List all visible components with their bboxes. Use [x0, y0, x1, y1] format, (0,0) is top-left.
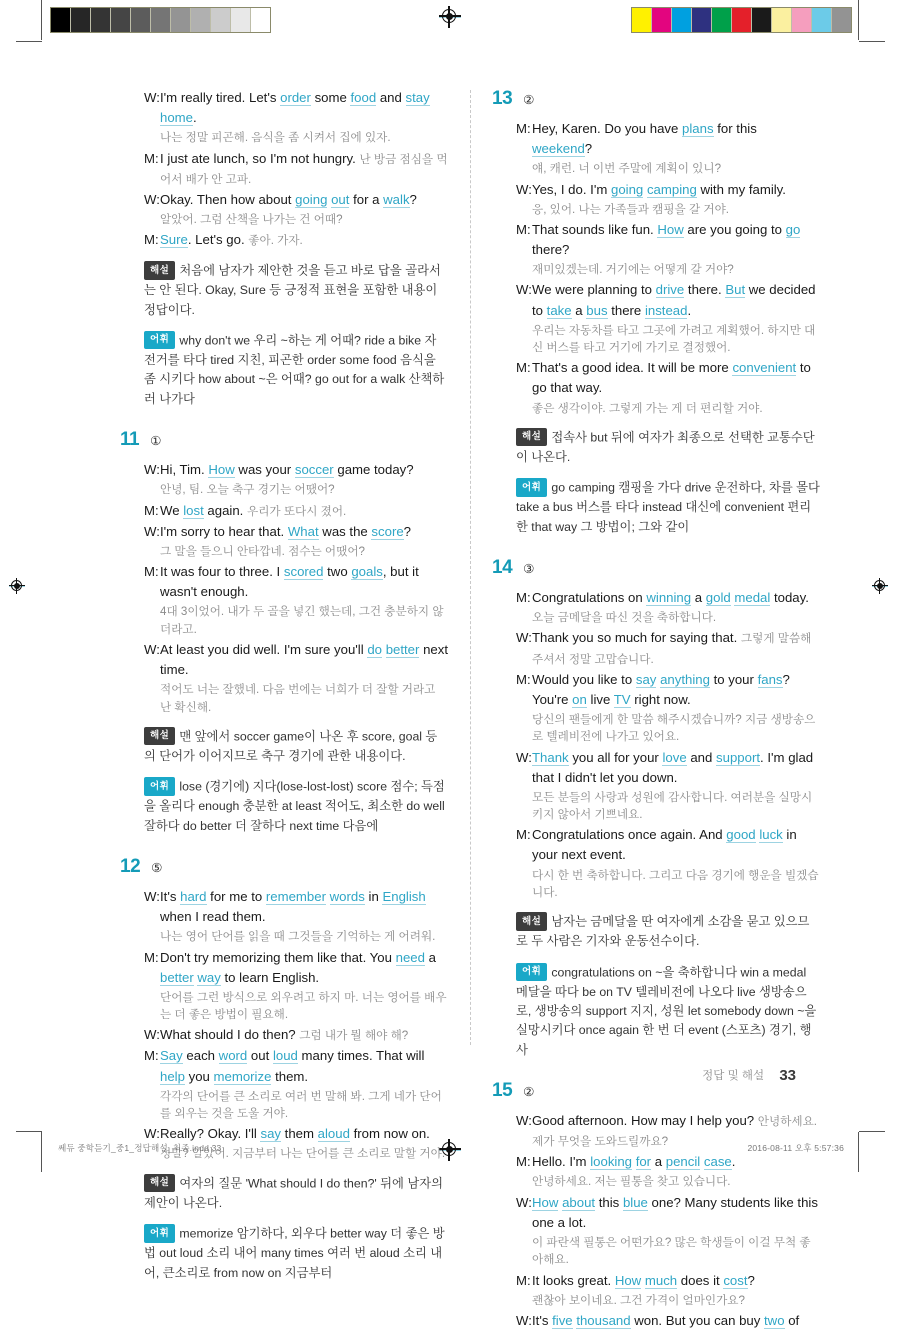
print-slug-right: 2016-08-11 오후 5:57:36	[747, 1143, 844, 1153]
speaker-label: W:	[516, 282, 532, 298]
speaker-label: W:	[144, 889, 160, 904]
keyword: say	[635, 671, 657, 687]
dialogue-text: Hello. I'm looking for a pencil case.	[532, 1154, 736, 1170]
dialogue-text: Really? Okay. I'll say them aloud from now on.	[160, 1126, 430, 1142]
speaker-label: W:	[516, 181, 532, 197]
keyword: walk	[383, 191, 410, 207]
dialogue-text: Would you like to say anything to your fans? You're on live TV right now.	[532, 671, 790, 707]
speaker-label: W:	[516, 1313, 532, 1329]
dialogue-text: That sounds like fun. How are you going to go there?	[532, 221, 801, 258]
keyword: food	[350, 90, 377, 105]
dialogue-line	[144, 149, 448, 189]
dialogue-text: Hi, Tim. How was your soccer game today?	[160, 462, 414, 478]
keyword: go	[785, 221, 801, 237]
dialogue-line	[516, 1152, 820, 1172]
keyword: What	[287, 523, 319, 539]
translation-inline: 그렇게 말씀해 주셔서 정말 고맙습니다.	[532, 632, 812, 666]
keyword: order	[280, 90, 311, 105]
dialogue-text: That's a good idea. It will be more convenient to go that way.	[532, 360, 811, 396]
keyword: five	[552, 1313, 573, 1329]
speaker-label: W:	[516, 1113, 532, 1129]
keyword: going	[611, 181, 644, 197]
keyword: say	[260, 1126, 282, 1142]
speaker-label: W:	[144, 1027, 160, 1043]
dialogue-line	[516, 119, 820, 159]
keyword: aloud	[317, 1126, 350, 1142]
speaker-label: M:	[144, 150, 159, 166]
keyword: need	[395, 949, 425, 965]
solution-text: 접속사 but 뒤에 여자가 최종으로 선택한 교통수단이 나온다.	[516, 430, 815, 464]
translation-inline: 안녕하세요. 제가 무엇을 도와드릴까요?	[532, 1115, 818, 1149]
solution-badge: 해설	[144, 261, 175, 280]
translation-line: 알았어. 그럼 산책을 나가는 건 어때?	[160, 212, 343, 226]
dialogue-text: Congratulations once again. And good luck in your next event.	[532, 827, 797, 863]
translation-line: 안녕하세요. 저는 필통을 찾고 있습니다.	[532, 1175, 731, 1189]
solution-badge: 해설	[516, 912, 547, 931]
translation-line: 각각의 단어를 큰 소리로 여러 번 말해 봐. 그게 네가 단어를 외우는 것을 도울 거야.	[160, 1089, 442, 1120]
dialogue-line	[516, 180, 820, 200]
dialogue-line	[144, 640, 448, 680]
vocabulary-note	[144, 331, 448, 409]
keyword: How	[614, 1272, 642, 1288]
translation-line: 4대 3이었어. 내가 두 골을 넣긴 했는데, 그건 충분하지 않더라고.	[160, 605, 444, 636]
vocabulary-text: memorize 암기하다, 외우다 better way 더 좋은 방법 out loud 소리 내어 many times 여러 번 aloud 소리 내어, 큰소리로 from now on 지금부터	[144, 1226, 445, 1280]
dialogue-line	[144, 460, 448, 480]
dialogue-text: I just ate lunch, so I'm not hungry. 난 방금 점심을 먹어서 배가 안 고파.	[160, 150, 448, 186]
translation-line: 우리는 자동차를 타고 그곳에 가려고 계획했어. 하지만 대신 버스를 타고 거기에 가기로 결정했어.	[532, 323, 816, 354]
speaker-label: M:	[144, 232, 159, 248]
solution-note	[144, 1174, 448, 1213]
question-answer: ⑤	[151, 861, 163, 875]
keyword: better	[385, 641, 420, 657]
keyword: score	[371, 523, 404, 539]
dialogue-script	[144, 88, 448, 250]
keyword: winning	[646, 590, 692, 606]
translation-line: 오늘 금메달을 따신 것을 축하합니다.	[532, 611, 717, 625]
page-footer-label: 정답 및 해설	[702, 1070, 765, 1082]
keyword: luck	[759, 827, 783, 843]
dialogue-line	[516, 358, 820, 398]
keyword: goals	[351, 564, 383, 580]
keyword: English	[382, 889, 426, 904]
keyword: medal	[734, 590, 771, 606]
translation-inline: 좋아. 가자.	[248, 234, 303, 248]
speaker-label: M:	[516, 121, 531, 136]
keyword: lost	[183, 502, 204, 518]
keyword: scored	[283, 564, 324, 580]
dialogue-text: Thank you all for your love and support. I'm glad that I didn't let you down.	[532, 749, 814, 785]
keyword: soccer	[294, 462, 334, 478]
keyword: much	[644, 1272, 678, 1288]
solution-note	[516, 912, 820, 951]
dialogue-line	[144, 190, 448, 210]
dialogue-line	[516, 628, 820, 668]
vocabulary-text: congratulations on ~을 축하합니다 win a medal 메달을 따다 be on TV 텔레비전에 나오다 live 생방송으로, 생방송의 support 지지, 성원 let somebody down ~을 실망시키다 once again 한 번 더 event (스포츠) 경기, 행사	[516, 965, 817, 1057]
speaker-label: W:	[144, 1126, 160, 1142]
keyword: instead	[644, 302, 688, 318]
dialogue-text: At least you did well. I'm sure you'll do better next time.	[160, 641, 449, 678]
keyword: good	[726, 827, 756, 843]
question-answer: ②	[523, 1085, 535, 1100]
keyword: take	[546, 302, 572, 318]
dialogue-script	[144, 887, 448, 1163]
translation-inline: 그럼 내가 뭘 해야 해?	[299, 1029, 409, 1043]
keyword: cost	[723, 1272, 748, 1288]
translation-line: 다시 한 번 축하합니다. 그리고 다음 경기에 행운을 빌겠습니다.	[532, 868, 819, 899]
keyword: TV	[613, 691, 631, 707]
keyword: case	[703, 1154, 732, 1170]
speaker-label: M:	[516, 827, 531, 843]
keyword: two	[764, 1313, 785, 1329]
vocabulary-badge: 어휘	[144, 331, 175, 350]
translation-line: 정말? 알았어. 지금부터 나는 단어를 큰 소리로 말할 거야.	[160, 1147, 446, 1161]
dialogue-text: Thank you so much for saying that. 그렇게 말씀해 주셔서 정말 고맙습니다.	[532, 630, 812, 666]
keyword: fans	[757, 671, 783, 687]
speaker-label: M:	[516, 360, 531, 376]
translation-line: 재미있겠는데. 거기에는 어떻게 갈 거야?	[532, 263, 734, 277]
keyword: word	[218, 1048, 248, 1064]
vocabulary-badge: 어휘	[144, 1224, 175, 1243]
translation-line: 적어도 너는 잘했네. 다음 번에는 너희가 더 잘할 거라고 난 확신해.	[160, 683, 436, 714]
solution-note	[144, 727, 448, 766]
speaker-label: M:	[516, 671, 531, 687]
dialogue-line	[144, 1025, 448, 1045]
dialogue-text: What should I do then? 그럼 내가 뭘 해야 해?	[160, 1027, 409, 1043]
vocabulary-text: why don't we 우리 ~하는 게 어때? ride a bike 자전거를 타다 tired 지친, 피곤한 order some food 음식을 좀 시키다 how about ~은 어때? go out for a walk 산책하러 나가다	[144, 333, 445, 406]
speaker-label: M:	[516, 1272, 531, 1288]
keyword: remember	[265, 889, 326, 904]
speaker-label: M:	[516, 221, 531, 237]
dialogue-text: It's five thousand won. But you can buy two of	[532, 1313, 800, 1329]
keyword: support	[716, 749, 761, 765]
keyword: going	[295, 191, 328, 207]
keyword: anything	[660, 671, 710, 687]
translation-line: 모든 분들의 사랑과 성원에 감사합니다. 여러분을 실망시키지 않아서 기쁘네요.	[532, 790, 813, 822]
dialogue-text: I'm really tired. Let's order some food and stay home.	[160, 90, 430, 126]
dialogue-line	[516, 220, 820, 260]
keyword: stay home	[160, 90, 430, 126]
keyword: blue	[622, 1194, 648, 1210]
dialogue-line	[516, 1311, 820, 1331]
dialogue-text: How about this blue one? Many students like this one a lot.	[532, 1194, 818, 1230]
solution-badge: 해설	[516, 428, 547, 447]
speaker-label: W:	[144, 90, 160, 105]
keyword: love	[662, 749, 687, 765]
dialogue-text: Okay. Then how about going out for a walk?	[160, 191, 417, 207]
dialogue-line	[516, 280, 820, 320]
keyword: convenient	[732, 360, 797, 376]
keyword: out	[331, 191, 350, 207]
keyword: looking	[590, 1154, 633, 1170]
translation-line: 나는 정말 피곤해. 음식을 좀 시켜서 집에 있자.	[160, 131, 391, 145]
solution-text: 처음에 남자가 제안한 것을 듣고 바로 답을 골라서는 안 된다. Okay, Sure 등 긍정적 표현을 포함한 내용이 정답이다.	[144, 263, 441, 317]
dialogue-script	[144, 460, 448, 716]
solution-note	[516, 428, 820, 467]
keyword: for	[635, 1154, 652, 1170]
keyword: on	[572, 691, 587, 707]
speaker-label: M:	[144, 1048, 159, 1064]
keyword: plans	[682, 121, 714, 136]
vocabulary-note	[144, 1224, 448, 1283]
dialogue-line	[516, 588, 820, 608]
translation-line: 당신의 팬들에게 한 말씀 해주시겠습니까? 지금 생방송으로 텔레비전에 나가고 있어요.	[532, 712, 816, 744]
question-number: 12	[120, 856, 141, 877]
translation-line: 그 말을 들으니 안타깝네. 점수는 어땠어?	[160, 544, 365, 558]
keyword: do	[367, 641, 383, 657]
dialogue-line	[516, 825, 820, 865]
solution-text: 여자의 질문 'What should I do then?' 뒤에 남자의 제안이 나온다.	[144, 1176, 443, 1210]
speaker-label: W:	[516, 749, 532, 765]
dialogue-text: Good afternoon. How may I help you? 안녕하세요. 제가 무엇을 도와드릴까요?	[532, 1113, 818, 1149]
dialogue-text: Don't try memorizing them like that. You need a better way to learn English.	[160, 949, 436, 985]
vocabulary-badge: 어휘	[516, 478, 547, 497]
keyword: memorize	[213, 1068, 272, 1084]
translation-inline: 우리가 또다시 졌어.	[247, 504, 347, 518]
dialogue-text: We were planning to drive there. But we decided to take a bus there instead.	[532, 282, 816, 318]
vocabulary-badge: 어휘	[144, 777, 175, 796]
question-answer: ①	[150, 434, 162, 449]
dialogue-line	[144, 501, 448, 521]
keyword: How	[657, 221, 684, 237]
keyword: How	[208, 462, 235, 478]
vocabulary-text: lose (경기에) 지다(lose-lost-lost) score 점수; 득점을 올리다 enough 충분한 at least 적어도, 최소한 do well 잘하다 do better 더 잘하다 next time 다음에	[144, 779, 445, 833]
keyword: about	[562, 1194, 596, 1210]
page-footer	[702, 1067, 796, 1084]
speaker-label: W:	[144, 523, 160, 539]
dialogue-line	[516, 1193, 820, 1233]
dialogue-text: We lost again. 우리가 또다시 졌어.	[160, 502, 347, 518]
keyword: pencil	[665, 1154, 701, 1170]
two-column-layout	[120, 88, 820, 1332]
vocabulary-badge: 어휘	[516, 963, 547, 982]
dialogue-text: I'm sorry to hear that. What was the score?	[160, 523, 412, 539]
vocabulary-note	[516, 478, 820, 537]
dialogue-text: It's hard for me to remember words in English when I read them.	[160, 889, 426, 925]
dialogue-script	[516, 588, 820, 901]
speaker-label: W:	[144, 641, 160, 657]
speaker-label: M:	[516, 590, 531, 606]
solution-badge: 해설	[144, 727, 175, 746]
dialogue-text: It looks great. How much does it cost?	[532, 1272, 755, 1288]
translation-inline: 난 방금 점심을 먹어서 배가 안 고파.	[160, 152, 448, 186]
dialogue-line	[144, 887, 448, 927]
keyword: better	[160, 969, 194, 985]
solution-text: 맨 앞에서 soccer game이 나온 후 score, goal 등의 단어가 이어지므로 축구 경기에 관한 내용이다.	[144, 729, 438, 763]
solution-note	[144, 261, 448, 320]
question-number: 13	[492, 88, 513, 109]
question-header	[492, 557, 820, 579]
solution-text: 남자는 금메달을 딴 여자에게 소감을 묻고 있으므로 두 사람은 기자와 운동선수이다.	[516, 914, 810, 949]
translation-line: 이 파란색 필통은 어떤가요? 많은 학생들이 이걸 무척 좋아해요.	[532, 1235, 811, 1267]
speaker-label: M:	[144, 502, 159, 518]
translation-line: 괜찮아 보이네요. 그건 가격이 얼마인가요?	[532, 1293, 745, 1307]
question-number: 14	[492, 557, 513, 579]
dialogue-line	[516, 1271, 820, 1291]
speaker-label: W:	[144, 191, 160, 207]
keyword: camping	[646, 181, 697, 197]
keyword: drive	[655, 282, 685, 298]
speaker-label: M:	[144, 564, 159, 580]
keyword: way	[197, 969, 221, 985]
speaker-label: W:	[516, 1194, 532, 1210]
keyword: gold	[705, 590, 731, 606]
dialogue-script	[516, 119, 820, 417]
question-header	[120, 429, 448, 451]
speaker-label: M:	[144, 949, 159, 965]
keyword: Thank	[532, 749, 569, 765]
question-answer: ②	[523, 93, 535, 107]
keyword: Say	[160, 1048, 183, 1064]
vocabulary-text: go camping 캠핑을 가다 drive 운전하다, 차를 몰다 take a bus 버스를 타다 instead 대신에 convenient 편리한 that way 그 방법이; 그와 같이	[516, 480, 820, 534]
dialogue-text: Yes, I do. I'm going camping with my family.	[532, 181, 786, 197]
question-answer: ③	[523, 562, 535, 577]
keyword: Sure	[160, 232, 188, 248]
keyword: How	[532, 1194, 559, 1210]
keyword: thousand	[576, 1313, 631, 1329]
dialogue-line	[144, 88, 448, 128]
page-number: 33	[779, 1067, 796, 1084]
keyword: loud	[272, 1048, 298, 1064]
speaker-label: W:	[144, 462, 160, 478]
dialogue-text: Say each word out loud many times. That will help you memorize them.	[160, 1048, 425, 1084]
dialogue-text: Congratulations on winning a gold medal today.	[532, 590, 809, 606]
dialogue-line	[144, 948, 448, 988]
translation-line: 나는 영어 단어를 읽을 때 그것들을 기억하는 게 어려워.	[160, 930, 436, 944]
keyword: help	[160, 1068, 185, 1084]
translation-line: 응, 있어. 나는 가족들과 캠핑을 갈 거야.	[532, 202, 729, 216]
vocabulary-note	[516, 963, 820, 1061]
translation-line: 단어를 그런 방식으로 외우려고 하지 마. 너는 영어를 배우는 더 좋은 방법이 필요해.	[160, 990, 447, 1022]
keyword: bus	[586, 302, 608, 318]
keyword: hard	[180, 889, 207, 904]
vocabulary-note	[144, 777, 448, 836]
keyword: weekend	[532, 141, 585, 157]
dialogue-line	[144, 562, 448, 602]
dialogue-line	[516, 748, 820, 788]
translation-line: 좋은 생각이야. 그렇게 가는 게 더 편리할 거야.	[532, 401, 763, 415]
dialogue-text: It was four to three. I scored two goals, but it wasn't enough.	[160, 564, 419, 600]
print-slug-left: 쎄듀 중학듣기_중1_정답해설_최종.indd 33	[58, 1143, 222, 1153]
speaker-label: W:	[516, 630, 532, 646]
dialogue-line	[144, 230, 448, 250]
keyword: words	[329, 889, 365, 904]
translation-line: 안녕, 팀. 오늘 축구 경기는 어땠어?	[160, 483, 335, 497]
dialogue-text: Sure. Let's go. 좋아. 가자.	[160, 232, 303, 248]
dialogue-line	[516, 670, 820, 710]
dialogue-text: Hey, Karen. Do you have plans for this weekend?	[532, 121, 757, 157]
speaker-label: M:	[516, 1154, 531, 1170]
question-header	[492, 88, 820, 110]
translation-line: 얘, 캐런. 너 이번 주말에 계획이 있니?	[532, 162, 722, 176]
question-number: 15	[492, 1080, 513, 1102]
solution-badge: 해설	[144, 1174, 175, 1193]
dialogue-line	[144, 522, 448, 542]
question-number: 11	[120, 429, 140, 451]
question-header	[120, 856, 448, 878]
keyword: But	[725, 282, 746, 298]
dialogue-line	[144, 1046, 448, 1086]
